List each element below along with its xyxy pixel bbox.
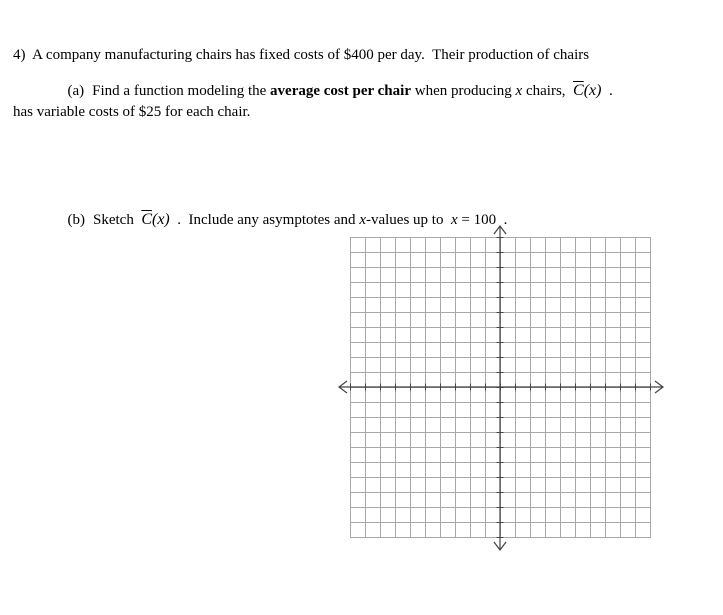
c-bar: $\overline{C}$ (141, 211, 152, 228)
part-a-variable-x: x (515, 83, 523, 99)
part-b-text-4: = 100 . (457, 212, 508, 228)
intro-line-1: 4) A company manufacturing chairs has fixed costs of $400 per day. Their production of chairs (13, 47, 590, 63)
part-a (60, 62, 715, 101)
part-a-text-2: when producing (410, 83, 516, 99)
part-a-label: (a) (67, 83, 85, 99)
part-b-text-2: . Include any asymptotes and (169, 212, 360, 228)
average-cost-function-notation (573, 82, 601, 99)
c-bar: $\overline{C}$ (573, 82, 584, 99)
part-b-variable-x: x (359, 212, 366, 228)
function-args: (x) (152, 211, 170, 228)
part-a-bold-phrase: average cost per chair (270, 83, 411, 99)
part-b-text-1: Sketch (93, 212, 142, 228)
graph-axes (334, 221, 668, 555)
part-b-label: (b) (67, 212, 85, 228)
part-b-equation-variable-x: x (450, 212, 458, 228)
part-b-text-3: -values up to (365, 212, 451, 228)
part-a-text-1: Find a function modeling the (92, 83, 271, 99)
part-a-text-3: chairs, (522, 83, 574, 99)
intro-line-2: has variable costs of $25 for each chair. (13, 104, 251, 120)
part-a-text-4: . (601, 83, 613, 99)
function-args: (x) (583, 82, 602, 99)
average-cost-function-notation (141, 211, 169, 228)
